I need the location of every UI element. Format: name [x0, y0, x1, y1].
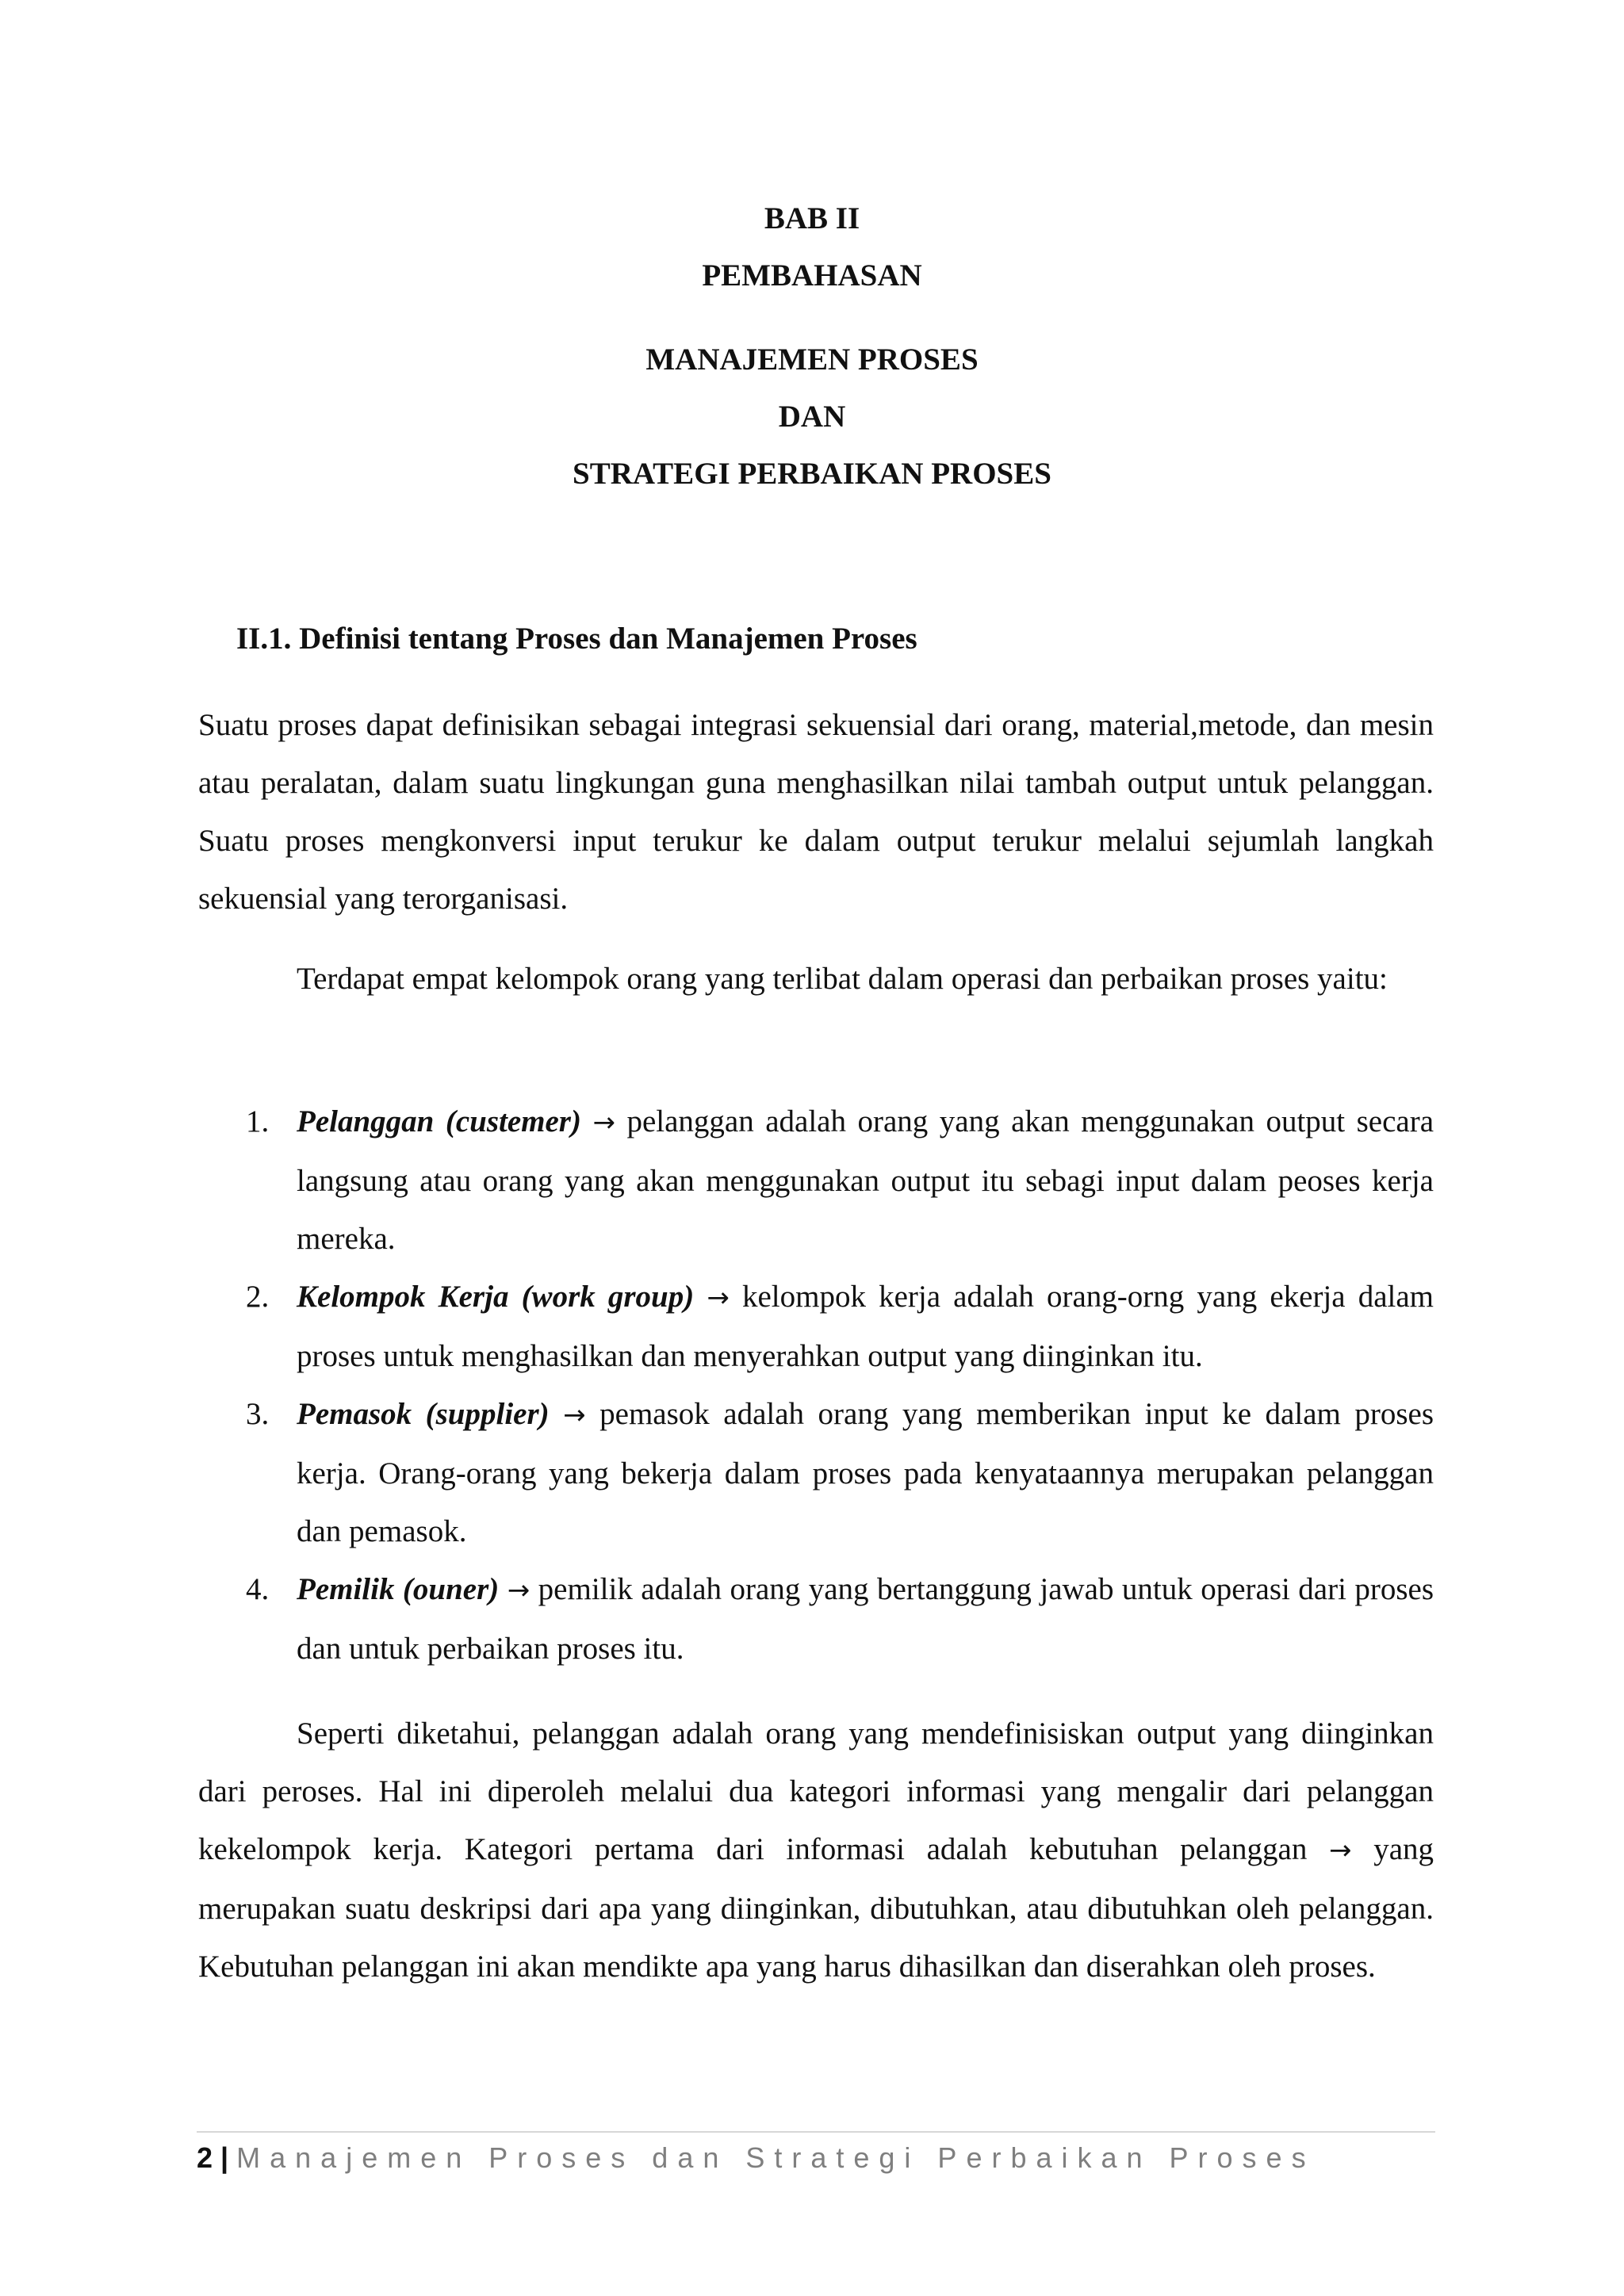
- list-number: 3.: [246, 1397, 270, 1431]
- paragraph-text-start: Seperti diketahui, pelanggan adalah orang yang mendefinisiskan output yang diinginkan dari peroses. Hal ini diperoleh melalui dua kategori informasi yang mengalir dari pelanggan kekelompok kerja. Kategori pertama dari informasi adalah kebutuhan pelanggan: [198, 1716, 1434, 1866]
- title-line-3: STRATEGI PERBAIKAN PROSES: [573, 457, 1051, 491]
- list-item-pemasok: [198, 1385, 1434, 1560]
- paragraph-intro-list: Terdapat empat kelompok orang yang terlibat dalam operasi dan perbaikan proses yaitu:: [297, 962, 1388, 996]
- paragraph-definition: Suatu proses dapat definisikan sebagai integrasi sekuensial dari orang, material,metode, dan mesin atau peralatan, dalam suatu lingkungan guna menghasilkan nilai tambah output untuk pelanggan. Suatu proses mengkonversi input terukur ke dalam output terukur melalui sejumlah langkah sekuensial yang terorganisasi.: [198, 708, 1434, 916]
- paragraph-customer-needs: [198, 1705, 1434, 1996]
- list-description: kelompok kerja adalah orang-orng yang ekerja dalam proses untuk menghasilkan dan menyerahkan output yang diinginkan itu.: [297, 1280, 1434, 1373]
- section-title: II.1. Definisi tentang Proses dan Manajemen Proses: [236, 622, 917, 656]
- arrow-icon: →: [507, 1575, 530, 1606]
- footer-divider: [197, 2131, 1435, 2133]
- paragraph-text-end: yang merupakan suatu deskripsi dari apa yang diinginkan, dibutuhkan, atau dibutuhkan oleh pelanggan. Kebutuhan pelanggan ini akan mendikte apa yang harus dihasilkan dan diserahkan oleh proses.: [198, 1832, 1434, 1984]
- list-description: pemilik adalah orang yang bertanggung jawab untuk operasi dari proses dan untuk perbaikan proses itu.: [297, 1572, 1434, 1666]
- group-list: [198, 1093, 1434, 1678]
- footer-separator: |: [220, 2141, 229, 2174]
- arrow-icon: →: [592, 1107, 615, 1138]
- arrow-icon: →: [563, 1399, 586, 1431]
- title-line-1: MANAJEMEN PROSES: [645, 342, 979, 377]
- list-description: pemasok adalah orang yang memberikan input ke dalam proses kerja. Orang-orang yang bekerja dalam proses pada kenyataannya merupakan pelanggan dan pemasok.: [297, 1397, 1434, 1548]
- list-number: 2.: [246, 1280, 270, 1314]
- page-number: 2: [197, 2141, 213, 2174]
- list-item-pemilik: [198, 1560, 1434, 1678]
- list-number: 1.: [246, 1104, 270, 1138]
- list-term: Pelanggan (custemer): [297, 1104, 581, 1138]
- list-item-pelanggan: [198, 1093, 1434, 1268]
- list-description: pelanggan adalah orang yang akan menggunakan output secara langsung atau orang yang akan menggunakan output itu sebagi input dalam peoses kerja mereka.: [297, 1104, 1434, 1256]
- list-term: Pemilik (ouner): [297, 1572, 500, 1606]
- list-term: Pemasok (supplier): [297, 1397, 550, 1431]
- list-number: 4.: [246, 1572, 270, 1606]
- arrow-icon: →: [1329, 1835, 1352, 1866]
- footer-title: Manajemen Proses dan Strategi Perbaikan Proses: [236, 2141, 1316, 2174]
- list-item-kelompok-kerja: [198, 1268, 1434, 1385]
- title-line-2: DAN: [778, 400, 846, 434]
- page-footer: [197, 2141, 1316, 2175]
- chapter-heading: BAB II: [764, 201, 860, 235]
- list-term: Kelompok Kerja (work group): [297, 1280, 695, 1314]
- part-heading: PEMBAHASAN: [702, 258, 922, 293]
- arrow-icon: →: [707, 1282, 730, 1314]
